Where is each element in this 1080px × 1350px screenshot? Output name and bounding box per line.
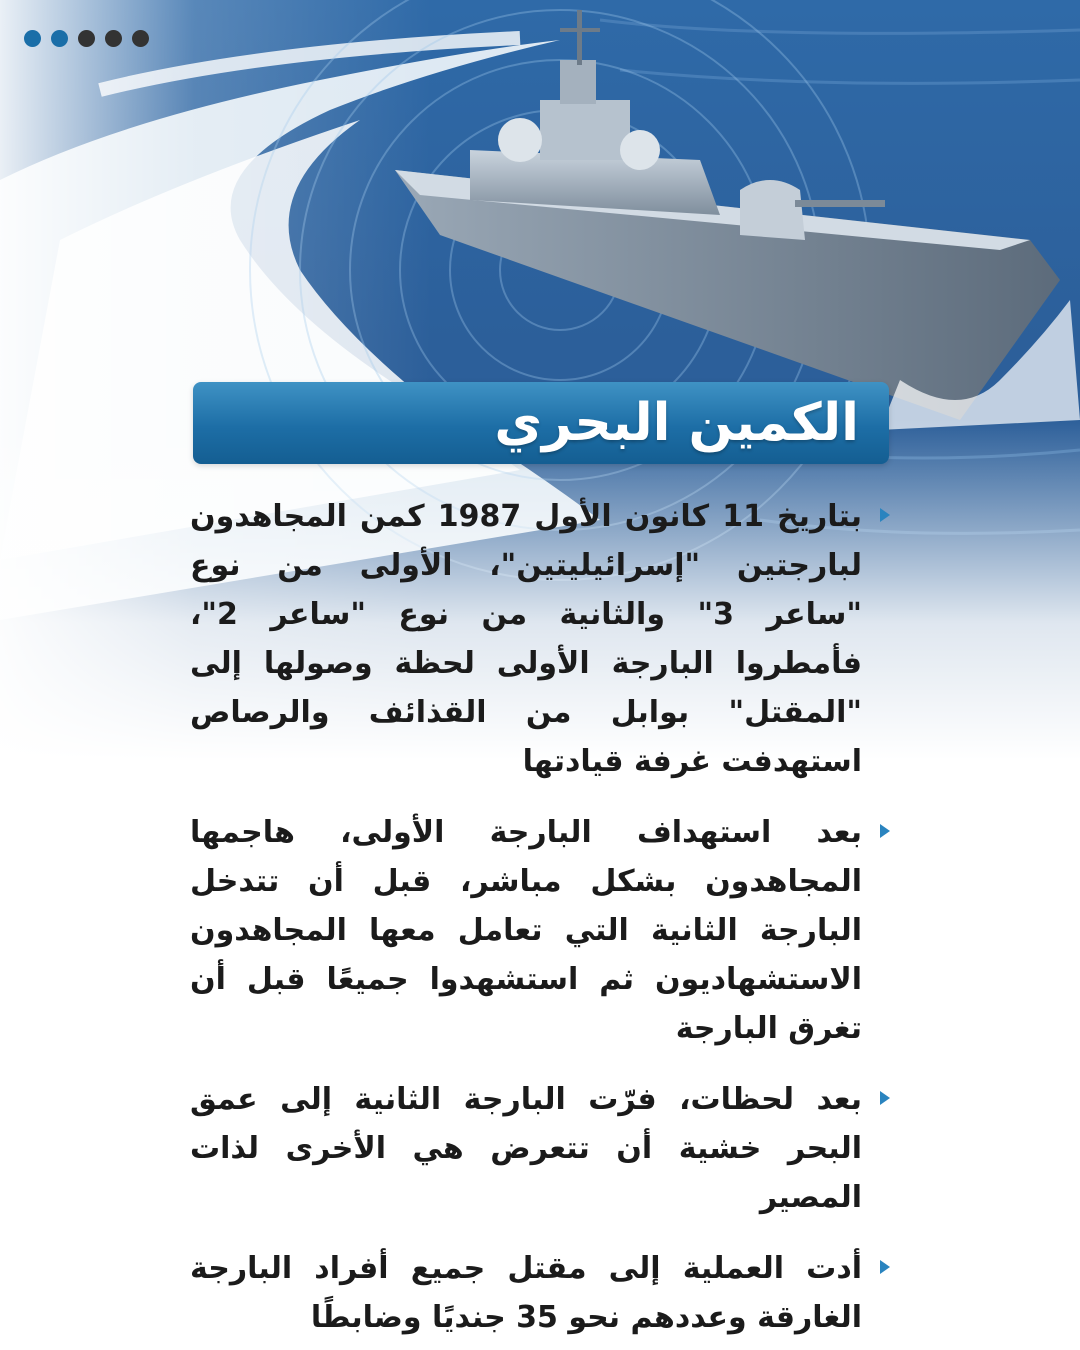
triangle-bullet-icon xyxy=(880,1260,890,1274)
list-item xyxy=(190,1075,890,1222)
paragraph-text: بتاريخ 11 كانون الأول 1987 كمن المجاهدون لبارجتين "إسرائيليتين"، الأولى من نوع "ساعر 3" والثانية من نوع "ساعر 2"، فأمطروا البارجة الأولى لحظة وصولها إلى "المقتل" بوابل من القذائف والرصاص استهدفت غرفة قيادتها xyxy=(190,499,863,779)
triangle-bullet-icon xyxy=(880,1091,890,1105)
list-item xyxy=(190,492,890,786)
page-indicator-dots xyxy=(24,30,149,47)
page-dot-2 xyxy=(51,30,68,47)
paragraph-text: أدت العملية إلى مقتل جميع أفراد البارجة الغارقة وعددهم نحو 35 جنديًا وضابطًا xyxy=(190,1251,862,1335)
title-banner xyxy=(193,382,889,464)
paragraph-text: بعد لحظات، فرّت البارجة الثانية إلى عمق البحر خشية أن تتعرض هي الأخرى لذات المصير xyxy=(190,1082,862,1215)
triangle-bullet-icon xyxy=(880,508,890,522)
page-dot-4 xyxy=(105,30,122,47)
paragraph-text: بعد استهداف البارجة الأولى، هاجمها المجاهدون بشكل مباشر، قبل أن تتدخل البارجة الثانية التي تعامل معها المجاهدون الاستشهاديون ثم استشهدوا جميعًا قبل أن تغرق البارجة xyxy=(190,815,862,1046)
page-dot-1 xyxy=(24,30,41,47)
page-title: الكمين البحري xyxy=(494,393,859,453)
list-item xyxy=(190,1244,890,1342)
triangle-bullet-icon xyxy=(880,824,890,838)
list-item xyxy=(190,808,890,1053)
page-dot-5 xyxy=(132,30,149,47)
page-dot-3 xyxy=(78,30,95,47)
content-list xyxy=(190,492,890,1350)
